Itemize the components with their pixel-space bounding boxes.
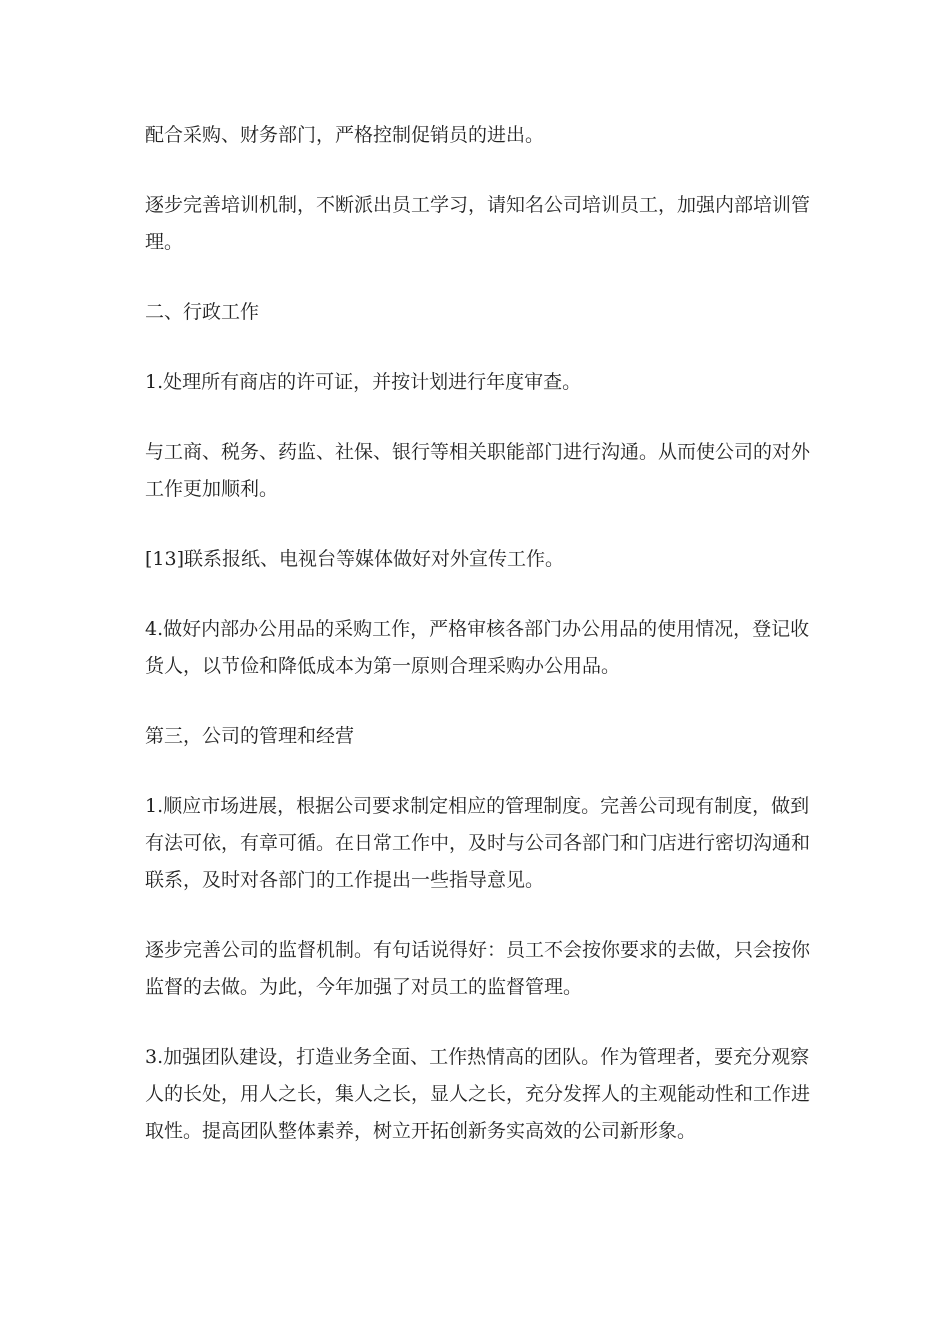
paragraph-store-licenses: 1.处理所有商店的许可证，并按计划进行年度审查。: [145, 371, 582, 393]
section-heading-administration: 二、行政工作: [145, 301, 260, 323]
paragraph-supervision-mechanism: 逐步完善公司的监督机制。有句话说得好：员工不会按你要求的去做，只会按你监督的去做。为此，今年加强了对员工的监督管理。: [145, 939, 811, 998]
section-heading-management: 第三，公司的管理和经营: [145, 725, 355, 747]
paragraph-media-publicity: [13]联系报纸、电视台等媒体做好对外宣传工作。: [145, 548, 565, 570]
paragraph-management-system: 1.顺应市场进展，根据公司要求制定相应的管理制度。完善公司现有制度，做到有法可依，有章可循。在日常工作中，及时与公司各部门和门店进行密切沟通和联系，及时对各部门的工作提出一些指导意见。: [145, 795, 811, 891]
paragraph-training-mechanism: 逐步完善培训机制，不断派出员工学习，请知名公司培训员工，加强内部培训管理。: [145, 194, 811, 253]
paragraph-office-supplies: 4.做好内部办公用品的采购工作，严格审核各部门办公用品的使用情况，登记收货人，以节俭和降低成本为第一原则合理采购办公用品。: [145, 618, 810, 677]
document-body: [145, 117, 810, 1183]
paragraph-team-building: 3.加强团队建设，打造业务全面、工作热情高的团队。作为管理者，要充分观察人的长处，用人之长，集人之长，显人之长，充分发挥人的主观能动性和工作进取性。提高团队整体素养，树立开拓创新务实高效的公司新形象。: [145, 1046, 811, 1142]
paragraph-procurement-finance: 配合采购、财务部门，严格控制促销员的进出。: [145, 124, 545, 146]
paragraph-government-liaison: 与工商、税务、药监、社保、银行等相关职能部门进行沟通。从而使公司的对外工作更加顺利。: [145, 441, 811, 500]
